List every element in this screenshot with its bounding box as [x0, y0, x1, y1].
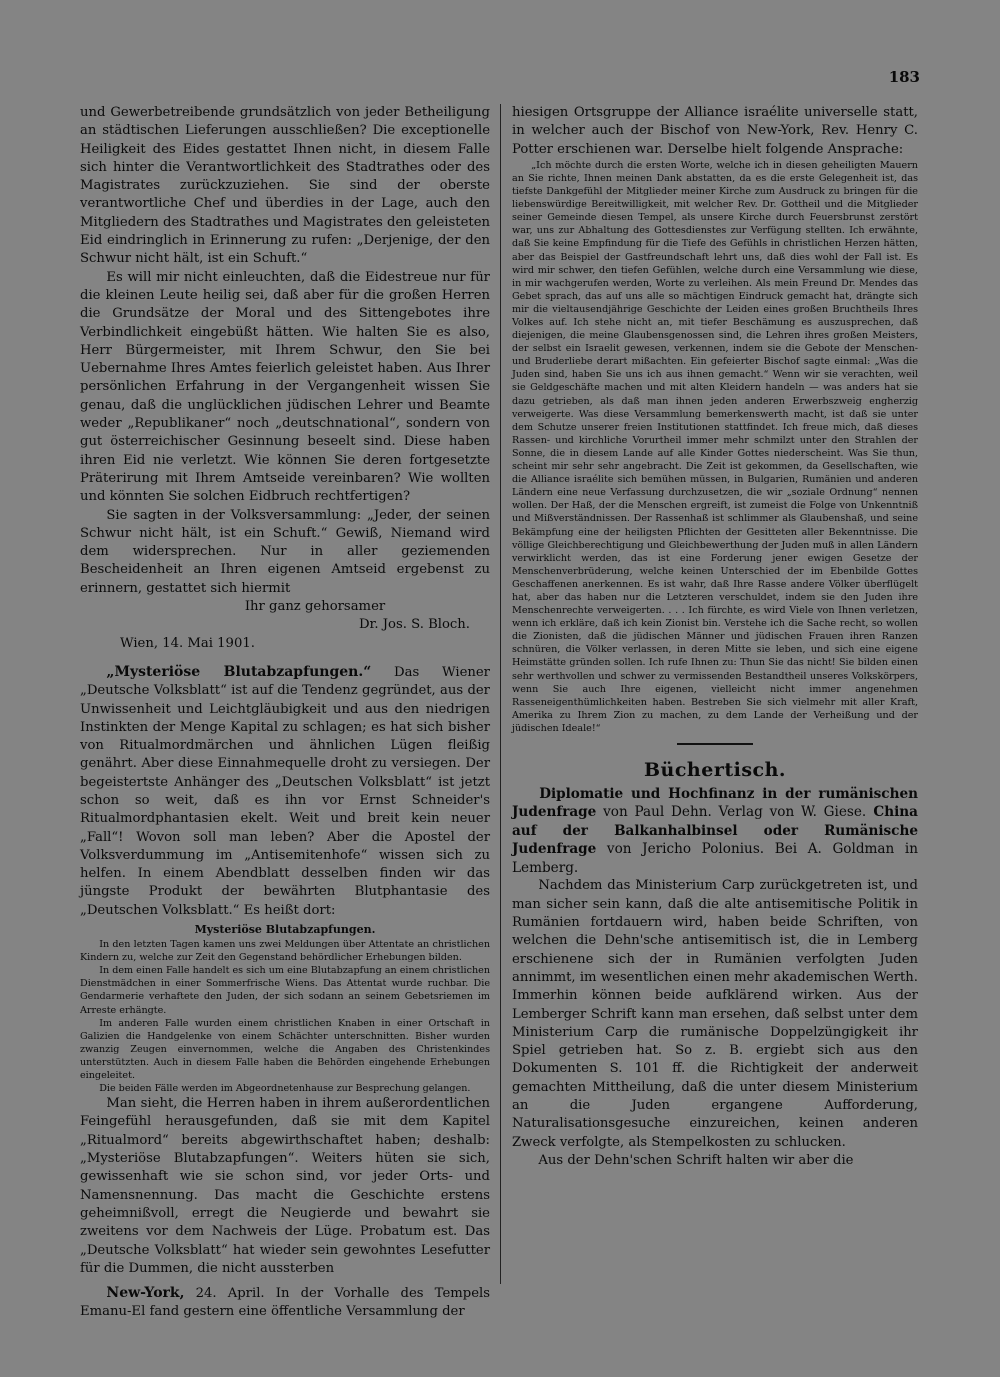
review-paragraph: Aus der Dehn'schen Schrift halten wir aber die	[538, 1152, 854, 1168]
letter-paragraph: und Gewerbetreibende grundsätzlich von jeder Betheiligung an städtischen Lieferungen ausschließen? Die exceptionelle Heiligkeit des Eides gestattet Ihnen nicht, in diesem Falle sich hinter die Verantwortlichkeit des Stadtrathes oder des Magistrates zurückzuziehen. Sie sind der oberste verantwortliche Chef und überdies in der Lage, auch den Mitgliedern des Stadtrathes und Magistrates den geleisteten Eid eindringlich in Erinnerung zu rufen: „Derjenige, der den Schwur nicht hält, ist ein Schuft.“	[80, 105, 490, 267]
article-heading: „Mysteriöse Blutabzapfungen.“	[106, 663, 372, 680]
left-column	[80, 104, 490, 1322]
book-title: China auf der Balkanhalbinsel oder Rumänische Judenfrage	[512, 804, 918, 858]
letter-paragraph: Es will mir nicht einleuchten, daß die Eidestreue nur für die kleinen Leute heilig sei, daß aber für die großen Herren die Grundsätze der Moral und des Sittengebotes ihre Verbindlichkeit eingebüßt hätten. Wie halten Sie es also, Herr Bürgermeister, mit Ihrem Schwur, den Sie bei Uebernahme Ihres Amtes feierlich geleistet haben. Aus Ihrer persönlichen Erfahrung in der Vergangenheit wissen Sie genau, daß die unglücklichen jüdischen Lehrer und Beamte weder „Republikaner“ noch „deutschnational“, sondern von gut österreichischer Gesinnung beseelt sind. Diese haben ihren Eid nie verletzt. Wie können Sie deren fortgesetzte Präterirung mit Ihrem Amtseide vereinbaren? Wie wollten und könnten Sie solchen Eidbruch rechtfertigen?	[80, 269, 490, 505]
letter-signature: Dr. Jos. S. Bloch.	[358, 617, 470, 633]
speech-quote: „Ich möchte durch die ersten Worte, welche ich in diesen geheiligten Mauern an Sie richte, Ihnen meinen Dank abstatten, da es die erste Gelegenheit ist, das tiefste Dankgefühl der Mitglieder meiner Kirche zum Ausdruck zu bringen für die liebenswürdige Bereitwilligkeit, mit welcher Rev. Dr. Gottheil und die Mitglieder seiner Gemeinde diesen Tempel, als unsere Kirche durch Feuersbrunst zerstört war, uns zur Abhaltung des Gottesdienstes zur Verfügung stellten. Ich erwähnte, daß Sie keine Empfindung für die Tiefe des Gefühls in christlichen Herzen hätten, aber das Beispiel der Gastfreundschaft lehrt uns, daß dies wohl der Fall ist. Es wird mir schwer, den tiefen Gefühlen, welche durch eine Versammlung wie diese, in mir wachgerufen werden, Worte zu verleihen. Als mein Freund Dr. Mendes das Gebet sprach, das auf uns alle so mächtigen Eindruck gemacht hat, drängte sich mir die vieltausendjährige Geschichte der Leiden eines großen Bruchtheils Ihres Volkes auf. Ich stehe nicht an, mit tiefer Beschämung es auszusprechen, daß diejenigen, die meine Glaubensgenossen sind, die Lehren ihres großen Meisters, der selbst ein Israelit gewesen, verkennen, indem sie die Gebote der Menschen- und Bruderliebe derart mißachten. Ein gefeierter Bischof sagte einmal: „Was die Juden sind, haben Sie uns ich aus ihnen gemacht.“ Wenn wir sie verachten, weil sie Geldgeschäfte machen und mit alten Kleidern handeln — was anders hat sie dazu getrieben, als daß man ihnen jeden anderen Erwerbszweig engherzig verweigerte. Was diese Versammlung bemerkenswerth macht, ist daß sie unter dem Schutze unserer freien Institutionen stattfindet. Ich freue mich, daß dieses Rassen- und kirchliche Vorurtheil immer mehr schmilzt unter den Strahlen der Sonne, die in diesem Lande auf alle Kinder Gottes niederscheint. Was Sie thun, scheint mir sehr sehr angebracht. Die Zeit ist gekommen, da Gesellschaften, wie die Alliance israélite sich bemühen müssen, in Bulgarien, Rumänien und anderen Ländern eine neue Verfassung durchzusetzen, die wir „soziale Ordnung“ nennen wollen. Der Haß, der die Menschen ergreift, ist zumeist die Folge von Unkenntniß und Mißverständnissen. Der Rassenhaß ist schlimmer als Glaubenshaß, und seine Bekämpfung eine der heiligsten Pflichten der Gesitteten aller Bekenntnisse. Die völlige Gleichberechtigung und Gleichbewerthung der Juden muß in allen Ländern verwirklicht werden, das ist eine Forderung jener ewigen Gesetze der Menschenverbrüderung, welche keinen Unterschied der im Ebenbilde Gottes Geschaffenen anerkennen. Es ist wahr, daß Ihre Rasse andere Völker überflügelt hat, aber das haben nur die Letzteren verschuldet, indem sie den Juden ihre Menschenrechte verweigerten. . . . Ich fürchte, es wird Viele von Ihnen verletzen, wenn ich erkläre, daß ich kein Zionist bin. Verstehe ich die Sache recht, so wollen die Zionisten, daß die jüdischen Männer und jüdischen Frauen ihren Ranzen schnüren, die Völker verlassen, in deren Mitte sie leben, und sich eine eigene Heimstätte gründen sollen. Ich rufe Ihnen zu: Thun Sie das nicht! Sie bilden einen sehr werthvollen und schwer zu vermissenden Bestandtheil unseres Volkskörpers, wenn Sie auch Ihre eigenen, vielleicht nicht immer angenehmen Rasseneigenthümlichkeiten haben. Bestreben Sie sich vielmehr mit aller Kraft, Amerika zu Ihrem Zion zu machen, zu dem Lande der Verheißung und der jüdischen Ideale!“	[512, 159, 918, 734]
right-column	[512, 104, 918, 1170]
quoted-paragraph: Die beiden Fälle werden im Abgeordnetenhause zur Besprechung gelangen.	[99, 1083, 471, 1095]
article-heading: New-York,	[106, 1285, 185, 1302]
article-text: Das Wiener „Deutsche Volksblatt“ ist auf die Tendenz gegründet, aus der Unwissenheit und Leichtgläubigkeit und aus den niedrigen Instinkten der Menge Kapital zu schlagen; es hat sich bisher von Ritualmordmärchen und ähnlichen Lügen fleißig genährt. Aber diese Einnahmequelle droht zu versiegen. Der begeistertste Anhänger des „Deutschen Volksblatt“ ist jetzt schon so weit, daß es ihn vor Ernst Schneider's Ritualmordphantasien ekelt. Weit und breit kein neuer „Fall“! Wovon soll man leben? Aber die Apostel der Volksverdummung im „Antisemitenhofe“ wissen sich zu helfen. In einem Abendblatt desselben finden wir das jüngste Produkt der bewährten Blutphantasie des „Deutschen Volksblatt.“ Es heißt dort:	[80, 664, 490, 918]
book-publisher: von Paul Dehn. Verlag von W. Giese.	[596, 804, 867, 821]
book-publisher: von Jericho Polonius. Bei A. Goldman in Lemberg.	[512, 841, 918, 876]
article-paragraph: Man sieht, die Herren haben in ihrem außerordentlichen Feingefühl herausgefunden, daß sie mit dem Kapitel „Ritualmord“ bereits abgewirthschaftet haben; deshalb: „Mysteriöse Blutabzapfungen“. Weiters hüten sie sich, gewissenhaft wie sie schon sind, vor jeder Orts- und Namensnennung. Das macht die Geschichte erstens geheimnißvoll, erregt die Neugierde und bewahrt sie zweitens vor dem Nachweis der Lüge. Probatum est. Das „Deutsche Volksblatt“ hat wieder sein gewohntes Lesefutter für die Dummen, die nicht aussterben	[80, 1096, 490, 1276]
book-title: Diplomatie und Hochfinanz in der rumänischen Judenfrage	[512, 785, 918, 821]
section-title: Büchertisch.	[643, 758, 787, 781]
review-paragraph: Nachdem das Ministerium Carp zurückgetreten ist, und man sicher sein kann, daß die alte antisemitische Politik in Rumänien fortdauern wird, haben beide Schriften, von welchen die Dehn'sche antisemitisch ist, die in Lemberg erschienene sich der in Rumänien verfolgten Juden annimmt, im wesentlichen einen mehr akademischen Werth. Immerhin können beide aufklärend wirken. Aus der Lemberger Schrift kann man ersehen, daß selbst unter dem Ministerium Carp die rumänische Doppelzüngigkeit ihr Spiel getrieben hat. So z. B. ergiebt sich aus den Dokumenten S. 101 ff. die Richtigkeit der anderweit gemachten Mittheilung, daß die unter diesem Ministerium an die Juden ergangene Aufforderung, Naturalisationsgesuche einzureichen, keinen anderen Zweck verfolgte, als Stempelkosten zu schlucken.	[512, 878, 918, 1150]
book-entry	[512, 785, 918, 878]
section-rule	[677, 743, 753, 745]
quoted-paragraph: In den letzten Tagen kamen uns zwei Meldungen über Attentate an christlichen Kindern zu, welche zur Zeit den Gegenstand behördlicher Erhebungen bilden.	[80, 939, 490, 964]
article-paragraph	[80, 1284, 490, 1322]
quoted-subheading: Mysteriöse Blutabzapfungen.	[194, 923, 376, 937]
quoted-paragraph: Im anderen Falle wurden einem christlichen Knaben in einer Ortschaft in Galizien die Handgelenke von einem Schächter unterschnitten. Bisher wurden zwanzig Zeugen einvernommen, welche die Angaben des Christenkindes unterstützten. Auch in diesem Falle haben die Behörden eingehende Erhebungen eingeleitet.	[80, 1017, 490, 1081]
page-number: 183	[888, 68, 920, 86]
article-paragraph: hiesigen Ortsgruppe der Alliance israélite universelle statt, in welcher auch der Bischof von New-York, Rev. Henry C. Potter erschienen war. Derselbe hielt folgende Ansprache:	[512, 105, 918, 157]
quoted-paragraph: In dem einen Falle handelt es sich um eine Blutabzapfung an einem christlichen Dienstmädchen in einer Sommerfrische Wiens. Das Attentat wurde ruchbar. Die Gendarmerie verhaftete den Juden, der sich sodann an seinem Gebetsriemen im Arreste erhängte.	[80, 965, 490, 1016]
article-text: 24. April. In der Vorhalle des Tempels Emanu-El fand gestern eine öffentliche Versammlung der	[80, 1286, 490, 1320]
letter-dateline: Wien, 14. Mai 1901.	[120, 635, 255, 651]
letter-paragraph: Sie sagten in der Volksversammlung: „Jeder, der seinen Schwur nicht hält, ist ein Schuft.“ Gewiß, Niemand wird dem widersprechen. Nur in aller geziemenden Bescheidenheit an Ihren eigenen Amtseid ergebenst zu erinnern, gestattet sich hiermit	[80, 507, 490, 596]
column-divider	[500, 104, 501, 1284]
letter-closing: Ihr ganz gehorsamer	[244, 599, 386, 615]
article-paragraph	[80, 663, 490, 920]
